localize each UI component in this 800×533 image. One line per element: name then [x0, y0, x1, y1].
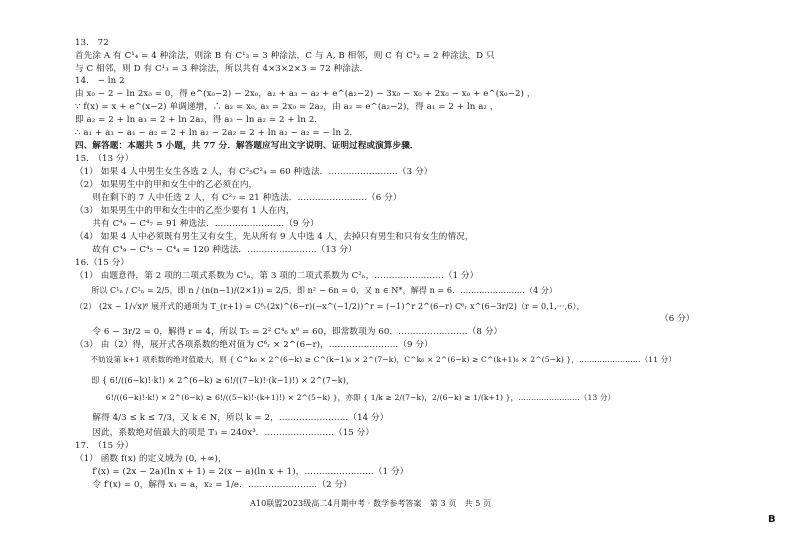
q16-part3-line1: （3） 由（2）得，展开式各项系数的绝对值为 C⁶ᵣ × 2^(6−r)，……………………（9 分） [75, 340, 433, 350]
q17-header: 17. （15 分） [75, 441, 134, 451]
q16-part1-line1: （1） 由题意得，第 2 项的二项式系数为 C¹ₙ，第 3 项的二项式系数为 C²ₙ，……………………（1 分） [75, 271, 479, 281]
q16-part3-line4: 6!/((6−k)!·k!) × 2^(6−k) ≥ 6!/((5−k)!·(k+1)!) × 2^(5−k) }，亦即 { 1/k ≥ 2/(7−k)，2/(6−k) ≥ 1/(k+1) }，……………………（13 分） [75, 393, 616, 402]
q16-part3-line6: 因此，系数绝对值最大的项是 T₃ = 240x³．……………………（15 分） [75, 428, 375, 438]
q15-part2-line2: 则在剩下的 7 人中任选 2 人，有 C²₇ = 21 种选法．……………………（6 分） [75, 193, 402, 203]
q15-part4-line1: （4） 如果 4 人中必须既有男生又有女生，先从所有 9 人中选 4 人，去掉只有男生和只有女生的情况， [75, 232, 474, 242]
corner-mark: B [768, 514, 776, 525]
q16-part3-line3: 即 { 6!/((6−k)!·k!) × 2^(6−k) ≥ 6!/((7−k)!·(k−1)!) × 2^(7−k)， [75, 376, 355, 385]
q15-header: 15. （13 分） [75, 154, 134, 164]
q17-part1-line3: 令 f′(x) = 0，解得 x₁ = a，x₂ = 1/e．……………………（2 分） [75, 480, 352, 490]
q13-answer: 13. 72 [75, 38, 109, 48]
q14-answer: 14. − ln 2 [75, 76, 125, 86]
q16-part2-score: （6 分） [660, 314, 695, 324]
q16-part1-line2: 所以 C¹ₙ / C²ₙ = 2/5，即 n / (n(n−1)/(2×1)) = 2/5，即 n² − 6n = 0，又 n ∈ N*，解得 n = 6．……………………（4 分） [75, 286, 558, 295]
q13-solution-line1: 首先涂 A 有 C¹₄ = 4 种涂法，则涂 B 有 C¹₃ = 3 种涂法，C 与 A, B 相邻，则 C 有 C¹₂ = 2 种涂法，D 只 [75, 51, 495, 61]
page-footer: A10联盟2023级高二4月期中考 · 数学参考答案 第 3 页 共 5 页 [250, 499, 492, 508]
q16-part2-line1: （2） (2x − 1/√x)⁶ 展开式的通项为 T_(r+1) = C⁶ᵣ(2x)^(6−r)(−x^(−1/2))^r = (−1)^r 2^(6−r) C⁶ᵣ x^(6−3r/2)（r = 0,1,···,6）， [75, 302, 585, 311]
q14-solution-line2: ∵ f(x) = x + e^(x−2) 单调递增，∴ a₂ = x₀, a₃ = 2x₀ = 2a₂，由 a₂ = e^(a₂−2)，得 a₁ = 2 + ln a₂ ， [75, 102, 499, 112]
q15-part3-line1: （3） 如果男生中的甲和女生中的乙至少要有 1 人在内， [75, 206, 295, 216]
q16-header: 16.（15 分） [75, 258, 130, 268]
q15-part3-line2: 共有 C⁴₉ − C⁴₇ = 91 种选法．……………………（9 分） [75, 219, 319, 229]
q14-solution-line4: ∴ a₁ + a₃ − a₁ − a₂ = 2 + ln a₂ − 2a₂ = 2 + ln a₂ − a₂ = − ln 2． [75, 128, 359, 138]
q15-part2-line1: （2） 如果男生中的甲和女生中的乙必须在内， [75, 180, 258, 190]
q17-part1-line2: f′(x) = (2x − 2a)(ln x + 1) = 2(x − a)(ln x + 1)，……………………（1 分） [75, 467, 409, 477]
q15-part4-line2: 故有 C⁴₉ − C⁴₅ − C⁴₄ = 120 种选法．……………………（13 分） [75, 245, 357, 255]
q15-part1: （1） 如果 4 人中男生女生各选 2 人，有 C²₅C²₄ = 60 种选法．……………………（3 分） [75, 167, 433, 177]
q14-solution-line3: 即 a₂ = 2 + ln a₃ = 2 + ln 2a₂，得 a₃ − ln a₂ = 2 + ln 2． [75, 115, 324, 125]
q16-part3-line5: 解得 4/3 ≤ k ≤ 7/3，又 k ∈ N，所以 k = 2，……………………（14 分） [75, 413, 389, 423]
section-four-heading: 四、解答题：本题共 5 小题，共 77 分．解答题应写出文字说明、证明过程或演算步骤． [75, 141, 419, 151]
q14-solution-line1: 由 x₀ − 2 − ln 2x₀ = 0，得 e^(x₀−2) − 2x₀，a₂ + a₃ − a₂ + e^(a₂−2) − 3x₀ − x₀ + 2x₀ − x₀ + e^(x₀−2) ， [75, 89, 536, 99]
q16-part3-line2: 不妨设第 k+1 项系数的绝对值最大，则 { C^k₆ × 2^(6−k) ≥ C^(k−1)₆ × 2^(7−k)，C^k₆ × 2^(6−k) ≥ C^(k+1)₆ × 2^(5−k) }，……………………（11 分） [75, 355, 677, 364]
q17-part1-line1: （1） 函数 f(x) 的定义域为 (0, +∞)， [75, 454, 227, 464]
q16-part2-line2: 令 6 − 3r/2 = 0，解得 r = 4，所以 T₅ = 2² C⁴₆ x⁰ = 60，即常数项为 60．……………………（8 分） [75, 327, 503, 337]
q13-solution-line2: 与 C 相邻，则 D 有 C¹₃ = 3 种涂法，所以共有 4×3×2×3 = 72 种涂法． [75, 64, 369, 74]
